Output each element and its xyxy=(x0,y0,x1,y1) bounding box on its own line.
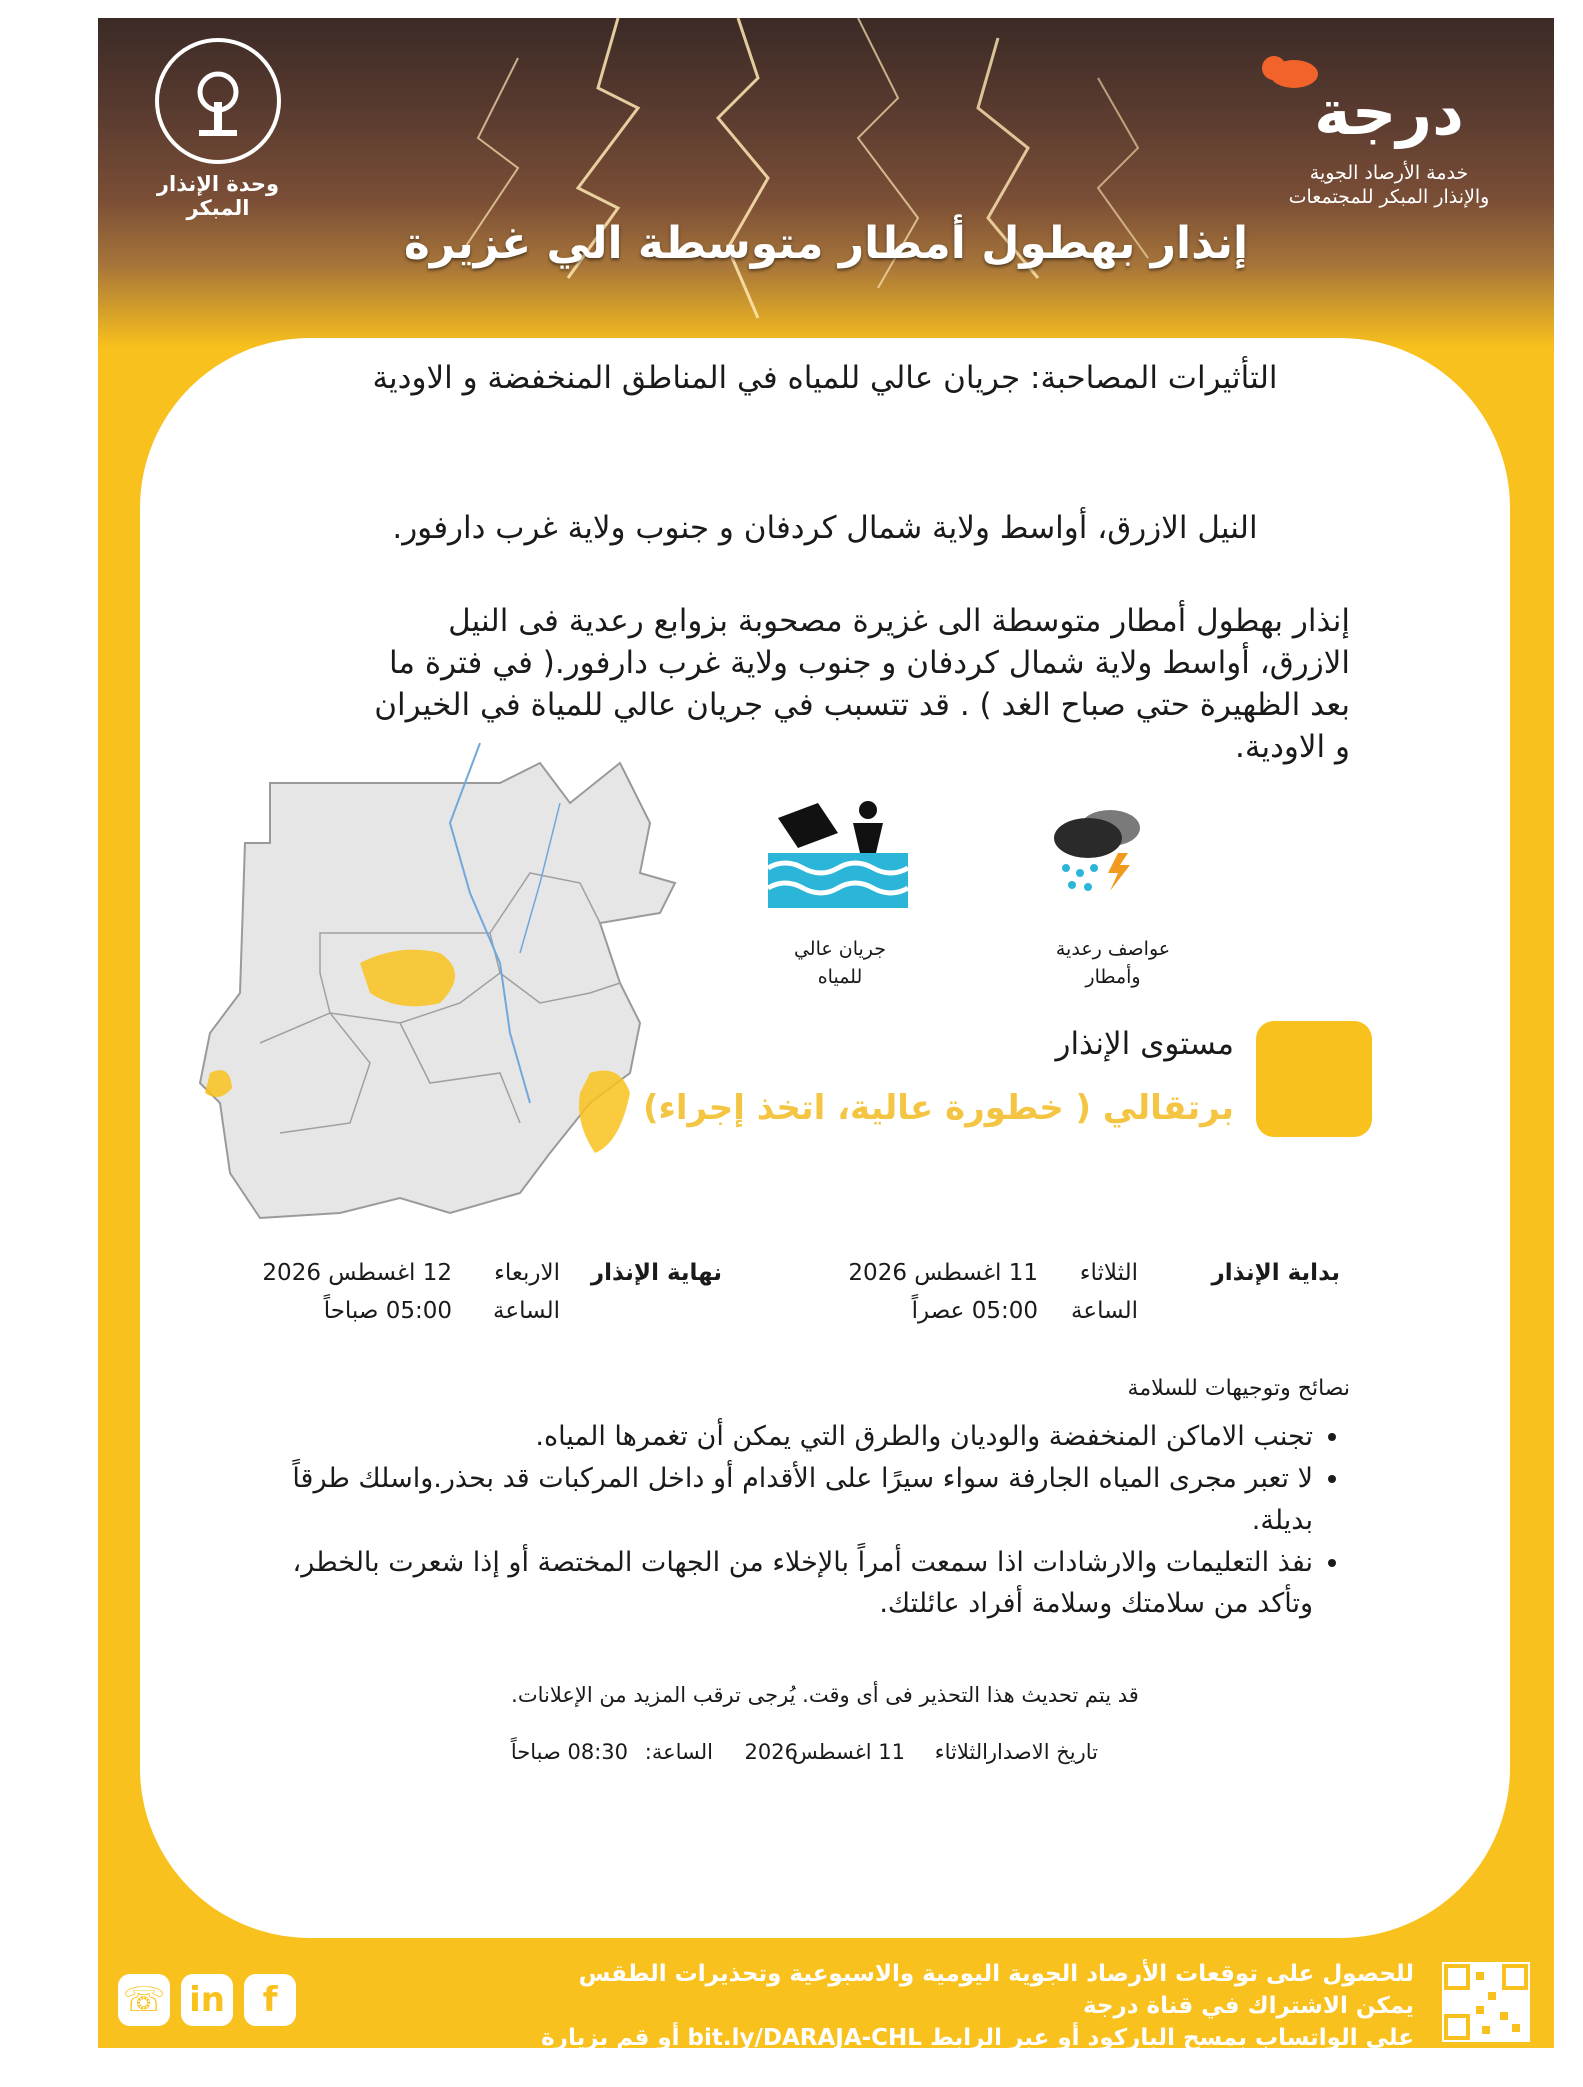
cloud-sun-icon xyxy=(1254,46,1324,96)
list-item: • لا تعبر مجرى المياه الجارفة سواء سيرًا على الأقدام أو داخل المركبات قد بحذر.واسلك طرقاً بديلة. xyxy=(273,1458,1313,1542)
safety-heading: نصائح وتوجيهات للسلامة xyxy=(1127,1376,1350,1401)
start-time-label: الساعة xyxy=(1071,1298,1138,1324)
social-links xyxy=(112,1974,296,2026)
end-time: 05:00 صباحاً xyxy=(323,1298,452,1324)
warning-period xyxy=(140,1260,1510,1340)
brand-subtitle-1: خدمة الأرصاد الجوية xyxy=(1309,162,1469,184)
subscription-info: للحصول على توقعات الأرصاد الجوية اليومية والاسبوعية وتحذيرات الطقس يمكن الاشتراك في قناة درجة على الواتساب بمسح الباركود أو عبر الرابط bit.ly/DARAJA-CHL أو قم بزيارة صفحتنا على الفيس بوك xyxy=(514,1958,1414,2087)
header-banner xyxy=(98,18,1554,348)
issue-label: تاريخ الاصدار xyxy=(986,1740,1098,1764)
content-card xyxy=(140,338,1510,1938)
daraja-logo xyxy=(1254,32,1524,210)
sudan-map xyxy=(200,743,730,1243)
end-time-label: الساعة xyxy=(493,1298,560,1324)
brand-name: درجة xyxy=(1314,76,1464,149)
linkedin-icon[interactable]: in xyxy=(181,1974,233,2026)
start-date: 11 اغسطس 2026 xyxy=(848,1260,1038,1286)
hazard-label-flood: جريان عالي للمياه xyxy=(793,938,887,988)
whatsapp-icon[interactable]: ☏ xyxy=(118,1974,170,2026)
warning-level-value: برتقالي ( خطورة عالية، اتخذ إجراء) xyxy=(642,1088,1234,1128)
regions-text: النيل الازرق، أواسط ولاية شمال كردفان و جنوب ولاية غرب دارفور. xyxy=(392,510,1258,546)
agency-unit-name: وحدة الإنذار المبكر xyxy=(156,172,280,220)
qr-code-icon[interactable] xyxy=(1438,1958,1534,2046)
facebook-icon[interactable]: f xyxy=(244,1974,296,2026)
warning-level-title: مستوى الإنذار xyxy=(1055,1026,1234,1062)
issue-day: الثلاثاء xyxy=(934,1740,988,1764)
warning-poster xyxy=(98,18,1554,2084)
brand-subtitle-2: والإنذار المبكر للمجتمعات xyxy=(1288,185,1490,208)
warning-description: إنذار بهطول أمطار متوسطة الى غزيرة مصحوبة بزوابع رعدية فى النيل الازرق، أواسط ولاية شمال كردفان و جنوب ولاية غرب دارفور.( في فترة ما بعد الظهيرة حتي صباح الغد ) . قد تتسبب في جريان عالي للمياة في الخيران و الاودية. xyxy=(374,603,1350,766)
flood-icon xyxy=(768,798,908,908)
end-label: نهاية الإنذار xyxy=(590,1260,722,1286)
start-label: بداية الإنذار xyxy=(1211,1260,1340,1286)
impacts-text: التأثيرات المصاحبة: جريان عالي للمياه في المناطق المنخفضة و الاودية xyxy=(372,360,1278,396)
warning-title: إنذار بهطول أمطار متوسطة الي غزيرة xyxy=(403,218,1249,269)
issue-time: 08:30 صباحاً xyxy=(510,1740,628,1764)
start-time: 05:00 عصراً xyxy=(911,1298,1038,1324)
list-item: • تجنب الاماكن المنخفضة والوديان والطرق التي يمكن أن تغمرها المياه. xyxy=(273,1416,1313,1458)
footer xyxy=(98,1948,1554,2084)
thunderstorm-icon xyxy=(1048,803,1148,893)
affected-area-blue-nile xyxy=(579,1071,630,1154)
issue-date: 11 اغسطس xyxy=(792,1740,905,1764)
agency-logo xyxy=(128,38,308,220)
start-day: الثلاثاء xyxy=(1079,1260,1138,1286)
seal-icon xyxy=(155,38,281,164)
issue-year: 2026 xyxy=(744,1740,798,1764)
list-item: • نفذ التعليمات والارشادات اذا سمعت أمراً بالإخلاء من الجهات المختصة أو إذا شعرت بالخطر، وتأكد من سلامتك وسلامة أفراد عائلتك. xyxy=(273,1542,1313,1626)
end-date: 12 اغسطس 2026 xyxy=(262,1260,452,1286)
end-day: الاربعاء xyxy=(494,1260,560,1286)
issue-time-label: الساعة: xyxy=(644,1740,713,1764)
subscription-link[interactable]: على الواتساب بمسح الباركود أو عبر الرابط bit.ly/DARAJA-CHL أو قم بزيارة صفحتنا على الفيس بوك xyxy=(541,2025,1414,2084)
safety-tips xyxy=(273,1416,1345,1625)
warning-level-swatch xyxy=(1256,1021,1372,1137)
update-note: قد يتم تحديث هذا التحذير فى أى وقت. يُرجى ترقب المزيد من الإعلانات. xyxy=(511,1683,1139,1707)
hazard-label-storm: عواصف رعدية وأمطار xyxy=(1055,938,1171,988)
